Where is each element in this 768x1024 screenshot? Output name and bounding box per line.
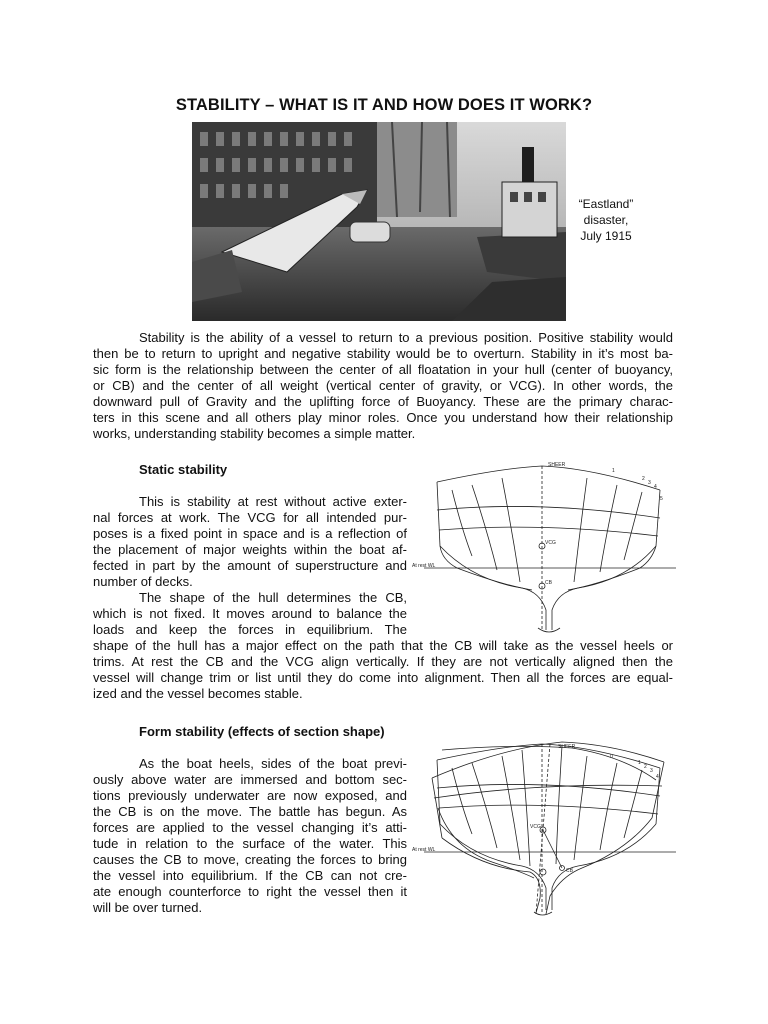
text-line: forces are applied to the vessel changing it’s atti- bbox=[93, 820, 407, 835]
page-title: STABILITY – WHAT IS IT AND HOW DOES IT WORK? bbox=[175, 96, 593, 114]
static-paragraph-wide bbox=[93, 638, 673, 702]
station-number: 1 bbox=[638, 760, 641, 766]
text-line: trims. At rest the CB and the VCG align vertically. If they are not vertically aligned then the bbox=[93, 654, 673, 669]
cb-label: CB bbox=[566, 868, 573, 874]
station-number: 2 bbox=[642, 476, 645, 482]
static-hull-section-diagram bbox=[412, 460, 678, 635]
text-line: tions previously underwater are now exposed, and bbox=[93, 788, 407, 803]
waterline-label: At rest WL bbox=[412, 563, 436, 569]
text-line: tude in relation to the surface of the water. This bbox=[93, 836, 407, 851]
text-line: fected in part by the amount of superstructure and bbox=[93, 558, 407, 573]
text-line: works, understanding stability becomes a simple matter. bbox=[93, 426, 416, 441]
heeled-hull-section-diagram bbox=[412, 738, 678, 918]
waterline-label: At rest WL bbox=[412, 847, 436, 853]
caption-line: July 1915 bbox=[580, 229, 632, 243]
station-number: 3 bbox=[650, 768, 653, 774]
intro-paragraph bbox=[93, 330, 673, 442]
station-number: 0 bbox=[610, 754, 613, 760]
sheer-label: SHEER bbox=[548, 462, 566, 468]
text-line: the vessel into equilibrium. If the CB can not cre- bbox=[93, 868, 407, 883]
text-line: shape of the hull has a major effect on the path that the CB will take as the vessel heels or bbox=[93, 638, 673, 653]
text-line: As the boat heels, sides of the boat previ- bbox=[139, 756, 407, 771]
vcg-label: VCG bbox=[545, 540, 556, 546]
form-stability-heading: Form stability (effects of section shape) bbox=[139, 724, 385, 739]
text-line: ously above water are immersed and bottom sec- bbox=[93, 772, 407, 787]
static-paragraph-narrow bbox=[93, 494, 407, 638]
text-line: ized and the vessel becomes stable. bbox=[93, 686, 303, 701]
station-number: 5 bbox=[660, 496, 663, 502]
text-line: ters in this scene and all others play minor roles. Once you understand how their relationship bbox=[93, 410, 673, 425]
text-line: vessel will change trim or list until they do come into alignment. Then all the forces are equal- bbox=[93, 670, 673, 685]
text-line: will be over turned. bbox=[93, 900, 203, 915]
text-line: which is not fixed. It moves around to balance the bbox=[93, 606, 407, 621]
station-number: 2 bbox=[644, 764, 647, 770]
form-paragraph bbox=[93, 756, 407, 916]
text-line: The shape of the hull determines the CB, bbox=[139, 590, 407, 605]
photo-caption bbox=[572, 196, 640, 244]
text-line: Stability is the ability of a vessel to return to a previous position. Positive stability would bbox=[139, 330, 673, 345]
eastland-photo bbox=[192, 122, 566, 321]
text-line: number of decks. bbox=[93, 574, 193, 589]
text-line: poses is a fixed point in space and is a reflection of bbox=[93, 526, 407, 541]
vcg-label: VCG bbox=[530, 824, 541, 830]
text-line: the CB is on the move. The battle has begun. As bbox=[93, 804, 407, 819]
station-number: 3 bbox=[648, 480, 651, 486]
caption-line: disaster, bbox=[583, 213, 629, 227]
text-line: nal forces at work. The VCG for all intended pur- bbox=[93, 510, 407, 525]
station-number: 1 bbox=[612, 468, 615, 474]
station-number: 4 bbox=[654, 484, 657, 490]
text-line: This is stability at rest without active exter- bbox=[139, 494, 407, 509]
text-line: causes the CB to move, creating the forces to bring bbox=[93, 852, 407, 867]
text-line: then be to return to upright and negative stability would be to overturn. Stability in it’s most ba- bbox=[93, 346, 673, 361]
station-number: 4 bbox=[656, 774, 659, 780]
text-line: the placement of major weights within the boat af- bbox=[93, 542, 407, 557]
caption-line: “Eastland” bbox=[578, 197, 634, 211]
text-line: sic form is the relationship between the center of all floatation in your hull (center of buoyancy, bbox=[93, 362, 673, 377]
text-line: loads and keep the forces in equilibrium. The bbox=[93, 622, 407, 637]
static-stability-heading: Static stability bbox=[139, 462, 228, 477]
text-line: or CB) and the center of all weight (vertical center of gravity, or VCG). In other words, the bbox=[93, 378, 673, 393]
text-line: downward pull of Gravity and the uplifting force of Buoyancy. These are the primary charac- bbox=[93, 394, 673, 409]
sheer-label: SHEER bbox=[558, 744, 576, 750]
cb-label: CB bbox=[545, 580, 552, 586]
text-line: ate enough counterforce to right the vessel then it bbox=[93, 884, 407, 899]
